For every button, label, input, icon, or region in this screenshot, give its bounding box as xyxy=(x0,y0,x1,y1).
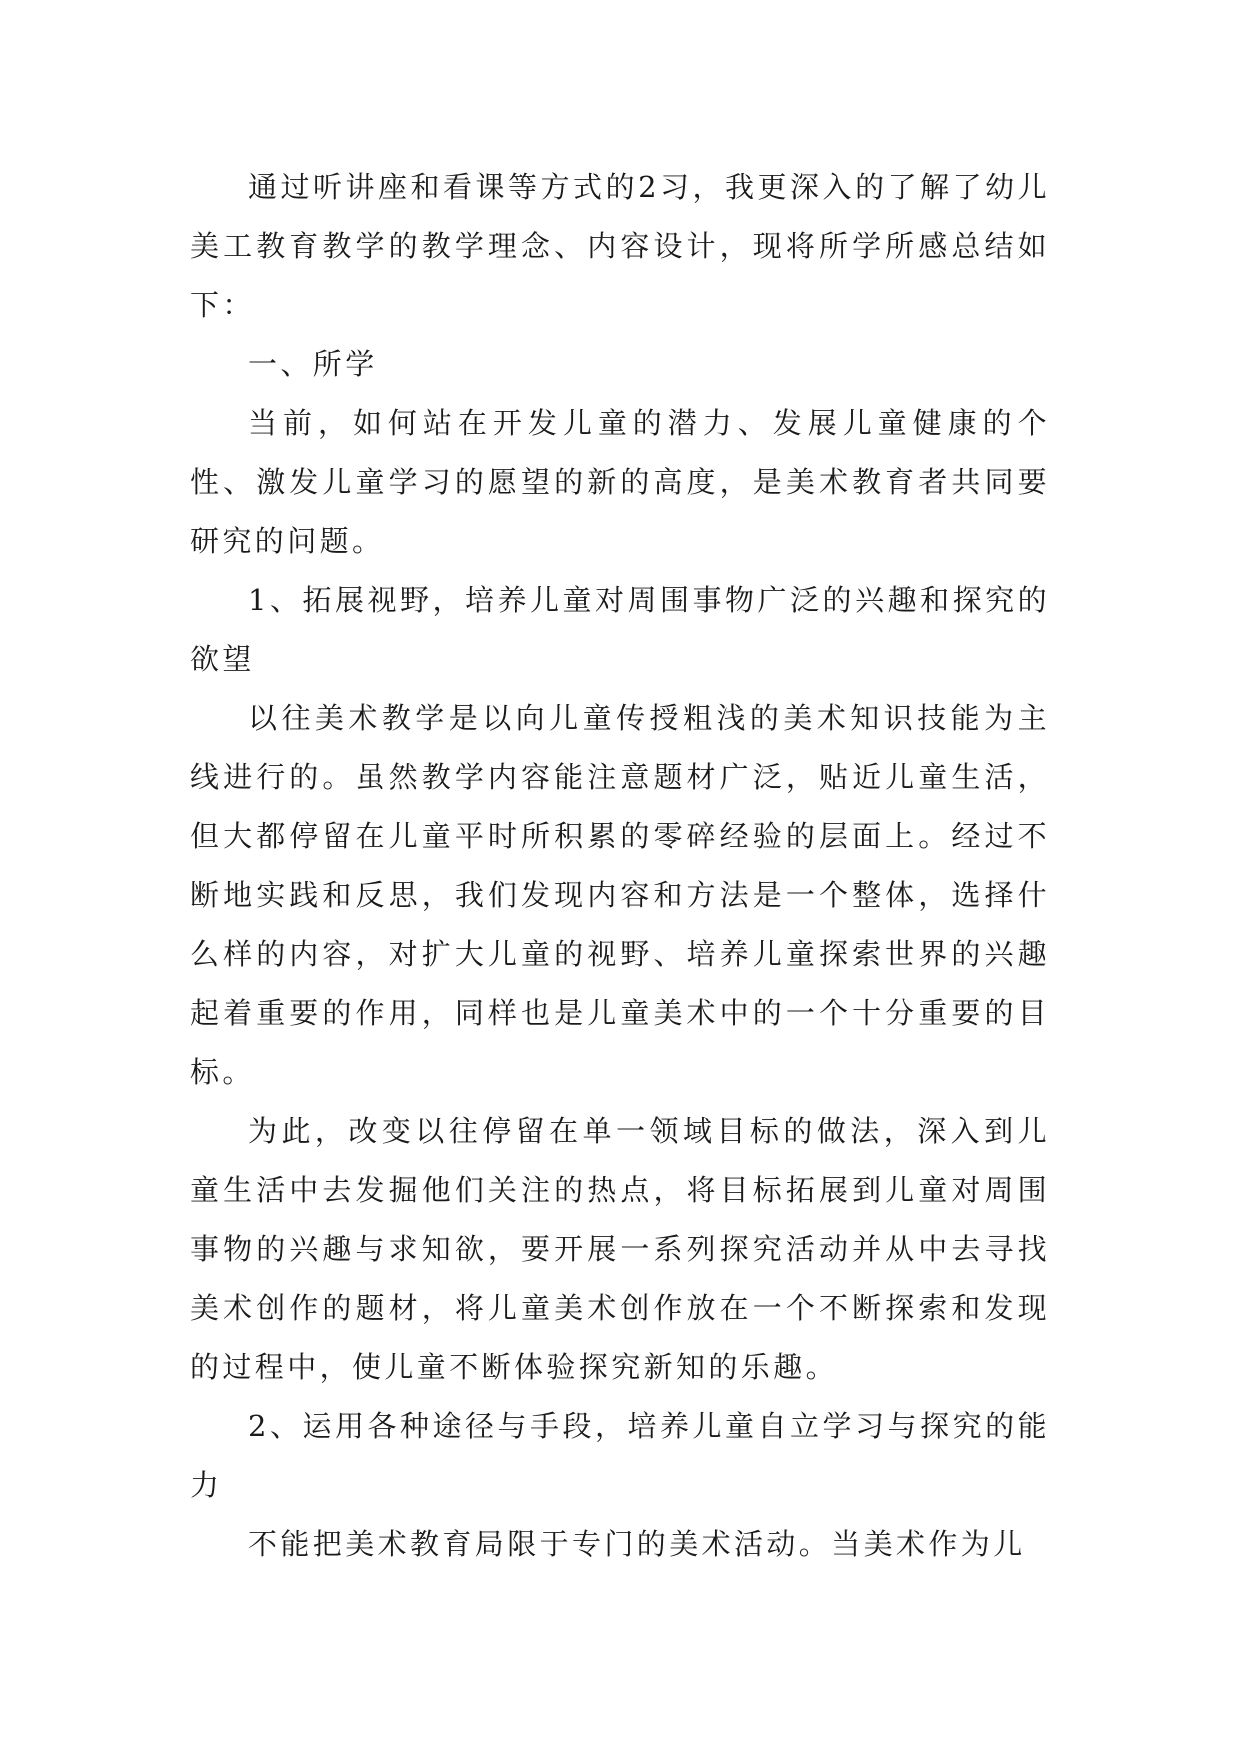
heading-section-one: 一、所学 xyxy=(248,347,378,381)
heading-point-two: 2、运用各种途径与手段，培养儿童自立学习与探究的能力 xyxy=(190,1409,1050,1502)
heading-point-one: 1、拓展视野，培养儿童对周围事物广泛的兴趣和探究的欲望 xyxy=(190,583,1050,676)
paragraph-continuation: 不能把美术教育局限于专门的美术活动。当美术作为儿 xyxy=(248,1527,1026,1561)
document-body xyxy=(190,158,1050,1574)
paragraph-past-teaching: 以往美术教学是以向儿童传授粗浅的美术知识技能为主线进行的。虽然教学内容能注意题材广泛，贴近儿童生活，但大都停留在儿童平时所积累的零碎经验的层面上。经过不断地实践和反思，我们发现内容和方法是一个整体，选择什么样的内容，对扩大儿童的视野、培养儿童探索世界的兴趣起着重要的作用，同样也是儿童美术中的一个十分重要的目标。 xyxy=(190,701,1050,1089)
paragraph-current-issue: 当前，如何站在开发儿童的潜力、发展儿童健康的个性、激发儿童学习的愿望的新的高度，是美术教育者共同要研究的问题。 xyxy=(190,406,1050,558)
paragraph-therefore: 为此，改变以往停留在单一领域目标的做法，深入到儿童生活中去发掘他们关注的热点，将目标拓展到儿童对周围事物的兴趣与求知欲，要开展一系列探究活动并从中去寻找美术创作的题材，将儿童美术创作放在一个不断探索和发现的过程中，使儿童不断体验探究新知的乐趣。 xyxy=(190,1114,1050,1384)
paragraph-intro: 通过听讲座和看课等方式的2习，我更深入的了解了幼儿美工教育教学的教学理念、内容设计，现将所学所感总结如下： xyxy=(190,170,1050,322)
